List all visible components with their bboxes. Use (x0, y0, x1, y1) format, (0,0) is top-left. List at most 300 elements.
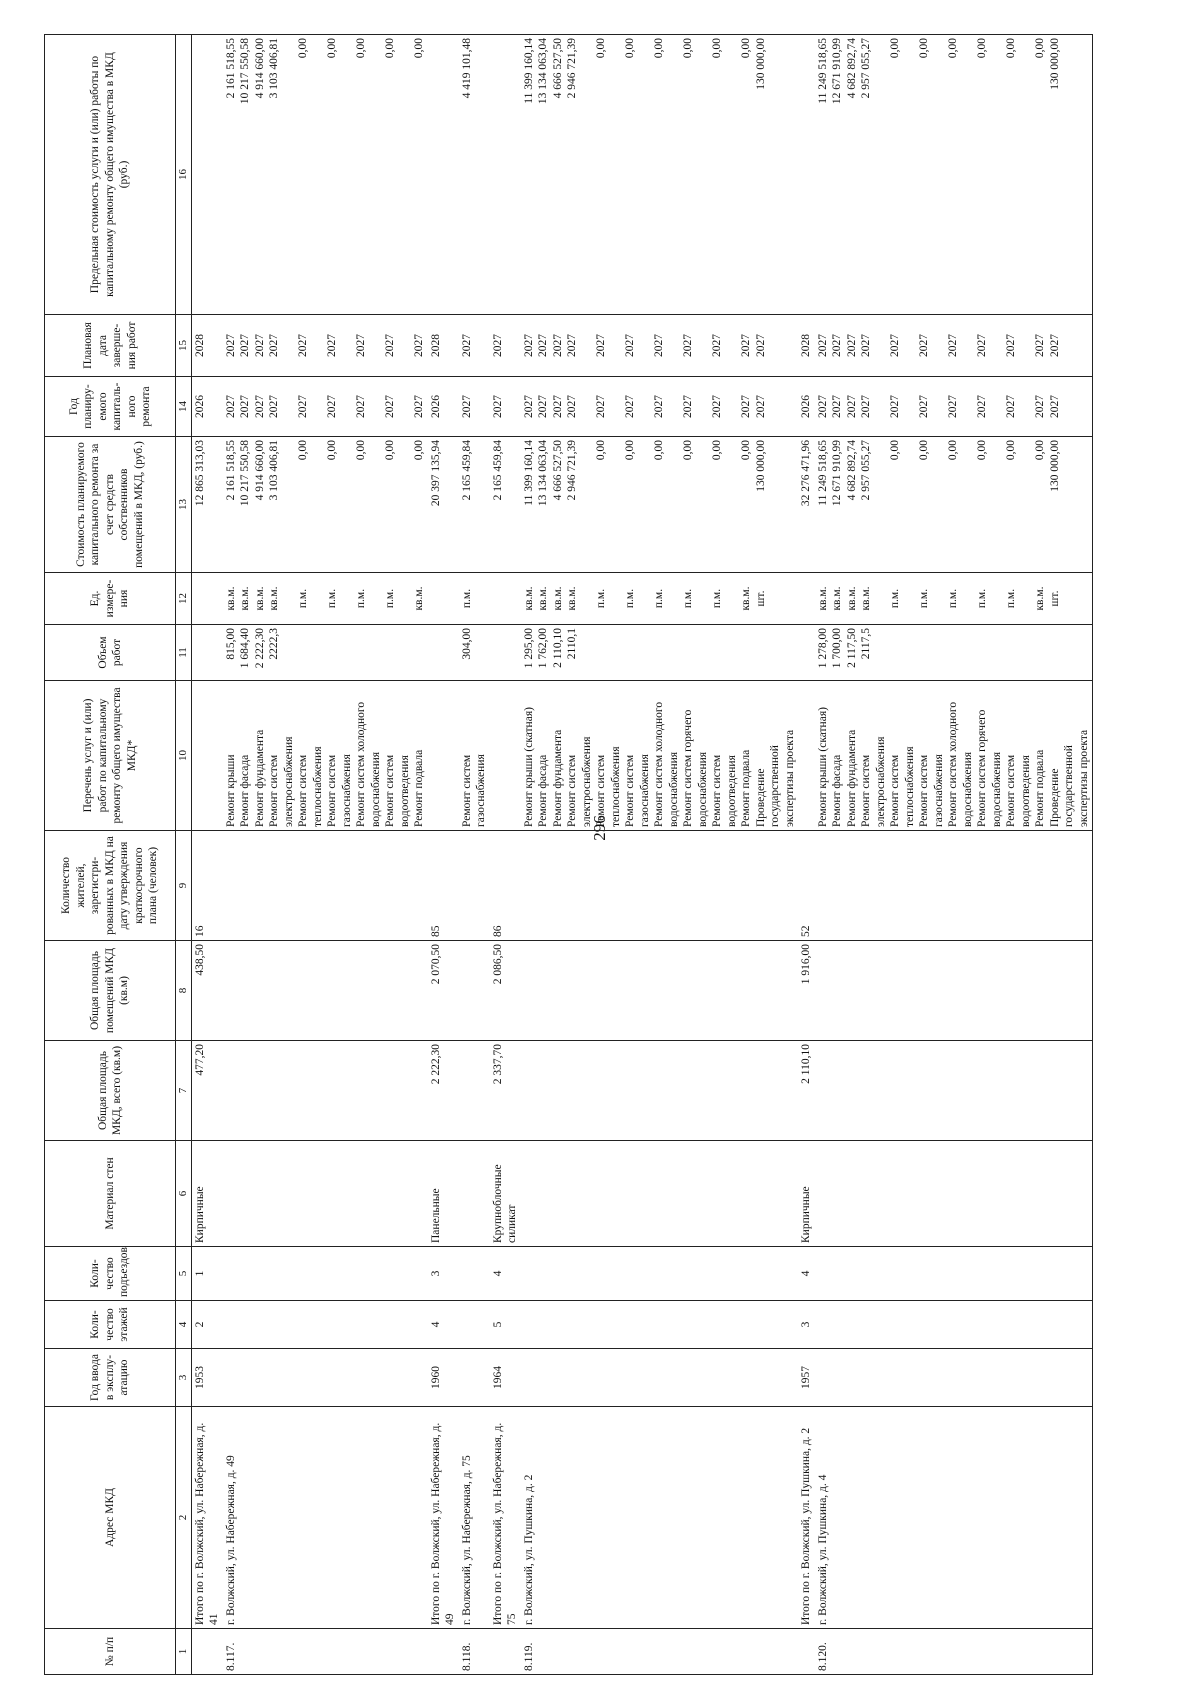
row-costs-line: 0,00 (355, 440, 367, 461)
row-costs-line: 0,00 (1034, 440, 1046, 461)
row-volumes-line (946, 628, 961, 677)
column-number: 13 (176, 437, 192, 573)
row-costs-line (311, 440, 326, 569)
row-limit-cost-line: 0,00 (355, 38, 367, 59)
row-units-line: п.м. (624, 588, 636, 609)
row-year-completion-line: 2027 (537, 334, 549, 357)
row-limit-cost-line (783, 38, 798, 311)
row-floors: 2 (191, 1301, 223, 1349)
column-number: 10 (176, 681, 192, 831)
row-works (490, 681, 521, 831)
row-volumes-line (594, 628, 609, 677)
row-address: Итого по г. Волжский, ул. Набережная, д. 41 (191, 1407, 223, 1629)
row-costs-line: 4 914 660,00 (253, 440, 266, 501)
row-limit-cost-line: 11 399 160,14 (522, 38, 535, 104)
row-costs-line (696, 440, 711, 569)
row-volumes-line (638, 628, 653, 677)
row-year-completion-line: 2027 (268, 334, 280, 357)
row-limit-cost-line (580, 38, 595, 311)
column-header: Общая площадь помещений МКД (кв.м) (45, 941, 176, 1041)
row-year-completion-line: 2027 (754, 334, 767, 357)
row-volumes (798, 625, 815, 681)
row-residents: 86 (490, 831, 521, 941)
row-costs-line: 0,00 (297, 440, 309, 461)
row-costs-line (768, 440, 783, 569)
row-year-planned-line: 2026 (429, 395, 442, 418)
row-works-line: экспертизы проекта (1077, 729, 1090, 827)
row-units (490, 573, 521, 625)
row-works-line: водоотведения (1019, 755, 1032, 827)
row-works-line: Ремонт систем (297, 754, 309, 827)
row-volumes-line (783, 628, 798, 677)
row-volumes-line (282, 628, 297, 677)
row-limit-cost (459, 35, 490, 315)
row-limit-cost-line (768, 38, 783, 311)
row-entrances (459, 1247, 490, 1301)
row-year-planned (798, 377, 815, 437)
row-limit-cost-line (282, 38, 297, 311)
row-year-planned-line: 2027 (976, 395, 988, 418)
row-costs-line: 12 671 910,99 (831, 440, 843, 507)
row-year-planned-line: 2027 (384, 395, 396, 418)
row-limit-cost-line (1062, 38, 1077, 311)
row-volumes-line (652, 628, 667, 677)
row-works-line: Ремонт систем (268, 754, 280, 827)
row-area-premises: 438,50 (191, 941, 223, 1041)
row-year-planned-line: 2027 (595, 395, 607, 418)
row-year-completion-line: 2027 (1005, 334, 1017, 357)
row-limit-cost-line: 130 000,00 (1048, 38, 1061, 90)
row-costs-line: 2 165 459,84 (460, 440, 473, 501)
row-volumes-line (1077, 628, 1092, 677)
row-year-planned (223, 377, 428, 437)
row-year-planned-line (398, 380, 413, 433)
row-year-planned-line: 2027 (754, 395, 767, 418)
row-limit-cost-line: 13 134 063,04 (537, 38, 549, 105)
row-address: г. Волжский, ул. Пушкина, д. 4 (815, 1407, 1093, 1629)
row-limit-cost-line (638, 38, 653, 311)
table-row (521, 35, 799, 1675)
row-costs-line (725, 440, 740, 569)
row-limit-cost-line: 4 914 660,00 (253, 38, 266, 99)
row-year-planned (459, 377, 490, 437)
row-limit-cost-line (961, 38, 976, 311)
row-works-line: Ремонт систем холодного (355, 701, 367, 827)
row-units (815, 573, 1093, 625)
row-works-line: Ремонт систем холодного (653, 701, 665, 827)
row-limit-cost-line: 2 957 055,27 (860, 38, 872, 99)
row-limit-cost-line (903, 38, 918, 311)
row-volumes-line: 2110,1 (566, 628, 578, 660)
row-works-line: Ремонт систем (595, 754, 607, 827)
row-works-line: газоснабжения (475, 754, 487, 827)
row-units-line (990, 576, 1005, 621)
row-works-line: Ремонт подвала (740, 749, 752, 827)
row-year-commissioned: 1953 (191, 1349, 223, 1407)
row-works-line: электроснабжения (874, 736, 887, 827)
row-units-line: кв.м. (566, 586, 578, 611)
row-volumes-line: 1 700,00 (831, 628, 843, 669)
row-volumes-line (311, 628, 326, 677)
row-limit-cost-line: 130 000,00 (754, 38, 767, 90)
column-number: 3 (176, 1349, 192, 1407)
row-year-completion-line (667, 318, 682, 373)
row-volumes-line: 2 222,30 (253, 628, 266, 669)
column-number: 16 (176, 35, 192, 315)
row-year-completion-line: 2027 (297, 334, 309, 357)
column-header: Коли-чество этажей (45, 1301, 176, 1349)
row-costs-line: 20 397 135,94 (429, 440, 442, 507)
row-costs-line: 0,00 (918, 440, 930, 461)
row-year-completion-line: 2027 (831, 334, 843, 357)
row-volumes-line (1004, 628, 1019, 677)
row-volumes-line (710, 628, 725, 677)
row-costs (490, 437, 521, 573)
row-year-completion-line (696, 318, 711, 373)
row-year-completion (521, 315, 799, 377)
row-works-line: Ремонт подвала (1034, 749, 1046, 827)
row-works-line: Ремонт систем (918, 754, 930, 827)
column-number: 15 (176, 315, 192, 377)
column-header: Год планиру-емого капиталь-ного ремонта (45, 377, 176, 437)
column-header: Адрес МКД (45, 1407, 176, 1629)
row-area-total: 2 222,30 (428, 1041, 459, 1141)
row-costs-line: 0,00 (653, 440, 665, 461)
row-limit-cost (223, 35, 428, 315)
table-row (223, 35, 428, 1675)
row-works-line: водоснабжения (990, 751, 1003, 827)
row-units-line: кв.м. (1034, 586, 1046, 611)
row-volumes-line (354, 628, 369, 677)
row-units-line (874, 576, 889, 621)
row-limit-cost-line (340, 38, 355, 311)
row-costs-line: 0,00 (947, 440, 959, 461)
row-residents: 85 (428, 831, 459, 941)
row-volumes-line (667, 628, 682, 677)
row-costs-line (667, 440, 682, 569)
row-works-line: Ремонт систем (624, 754, 636, 827)
row-volumes-line (398, 628, 413, 677)
row-volumes (223, 625, 428, 681)
row-works-line: Ремонт фасада (537, 754, 549, 827)
row-entrances (521, 1247, 799, 1301)
row-area-premises (459, 941, 490, 1041)
row-units-line: п.м. (889, 588, 901, 609)
row-units-line: п.м. (918, 588, 930, 609)
row-units-line (1077, 576, 1092, 621)
column-number: 14 (176, 377, 192, 437)
column-number: 8 (176, 941, 192, 1041)
table-row (459, 35, 490, 1675)
row-volumes-line (1033, 628, 1048, 677)
row-year-planned-line: 2027 (297, 395, 309, 418)
row-address: Итого по г. Волжский, ул. Набережная, д. 75 (490, 1407, 521, 1629)
row-costs-line (1077, 440, 1092, 569)
row-year-completion-line (340, 318, 355, 373)
row-limit-cost-line: 0,00 (384, 38, 396, 59)
row-volumes (521, 625, 799, 681)
row-area-premises: 1 916,00 (798, 941, 815, 1041)
row-limit-cost-line: 0,00 (889, 38, 901, 59)
row-year-completion-line: 2027 (976, 334, 988, 357)
row-costs-line (609, 440, 624, 569)
row-year-completion-line (725, 318, 740, 373)
row-units-line (282, 576, 297, 621)
row-year-planned-line: 2027 (566, 395, 578, 418)
row-costs (521, 437, 799, 573)
row-units-line (580, 576, 595, 621)
row-costs (798, 437, 815, 573)
column-header: № п/п (45, 1629, 176, 1675)
row-year-completion-line: 2028 (193, 334, 206, 357)
row-costs-line (369, 440, 384, 569)
row-units-line: п.м. (976, 588, 988, 609)
capital-repair-table (44, 34, 1093, 1675)
row-area-premises: 2 070,50 (428, 941, 459, 1041)
row-limit-cost-line: 0,00 (1005, 38, 1017, 59)
capital-repair-table-sheet (44, 35, 1154, 1675)
row-limit-cost-line: 0,00 (711, 38, 723, 59)
row-works-line: Проведение (1048, 768, 1061, 827)
row-limit-cost-line (932, 38, 947, 311)
row-limit-cost-line: 0,00 (976, 38, 988, 59)
row-costs-line (961, 440, 976, 569)
row-year-planned-line: 2027 (522, 395, 535, 418)
row-costs-line: 0,00 (326, 440, 338, 461)
row-volumes-line (412, 628, 427, 677)
row-year-planned-line: 2027 (918, 395, 930, 418)
row-year-planned-line: 2027 (889, 395, 901, 418)
row-units-line (1062, 576, 1077, 621)
table-body (191, 35, 1093, 1675)
row-year-planned-line: 2027 (831, 395, 843, 418)
row-year-planned-line: 2027 (845, 395, 858, 418)
row-units (428, 573, 459, 625)
row-year-completion-line: 2028 (800, 334, 812, 357)
row-year-completion-line (783, 318, 798, 373)
column-number: 2 (176, 1407, 192, 1629)
row-units-line: п.м. (1005, 588, 1017, 609)
row-year-planned-line (474, 380, 489, 433)
row-year-planned-line: 2027 (1048, 395, 1061, 418)
row-year-commissioned (815, 1349, 1093, 1407)
row-works-line: Ремонт систем (860, 754, 872, 827)
row-works-line: Ремонт крыши (224, 754, 237, 827)
row-year-completion-line: 2027 (711, 334, 723, 357)
row-units-line: п.м. (595, 588, 607, 609)
row-year-completion-line: 2027 (740, 334, 752, 357)
row-floors (223, 1301, 428, 1349)
row-costs-line: 0,00 (682, 440, 694, 461)
row-number (191, 1629, 223, 1675)
row-year-planned-line: 2027 (224, 395, 237, 418)
row-costs-line: 11 399 160,14 (522, 440, 535, 506)
row-works-line: Ремонт систем горячего (976, 709, 988, 827)
table-row (815, 35, 1093, 1675)
row-year-commissioned: 1957 (798, 1349, 815, 1407)
row-year-completion-line: 2027 (845, 334, 858, 357)
row-units-line: кв.м. (522, 586, 535, 611)
row-works-line: Ремонт систем холодного (947, 701, 959, 827)
row-wall-material (815, 1141, 1093, 1247)
row-year-planned-line (369, 380, 384, 433)
row-limit-cost-line: 4 419 101,48 (460, 38, 473, 99)
row-units-line: шт. (754, 590, 767, 607)
row-volumes-line (623, 628, 638, 677)
row-volumes-line (383, 628, 398, 677)
column-header: Материал стен (45, 1141, 176, 1247)
row-entrances (815, 1247, 1093, 1301)
row-costs-line: 0,00 (711, 440, 723, 461)
row-area-total (459, 1041, 490, 1141)
row-volumes-line (325, 628, 340, 677)
row-year-completion-line: 2027 (224, 334, 237, 357)
row-units-line (609, 576, 624, 621)
row-year-planned-line (696, 380, 711, 433)
row-year-completion-line: 2027 (918, 334, 930, 357)
column-header: Общая площадь МКД, всего (кв.м) (45, 1041, 176, 1141)
row-area-total (223, 1041, 428, 1141)
row-works-line: водоснабжения (667, 751, 680, 827)
column-header: Стоимость планируемого капитального ремонта за счет средств собственников помещений в МКД, (руб.) (45, 437, 176, 573)
row-wall-material: Кирпичные (798, 1141, 815, 1247)
row-year-planned-line (783, 380, 798, 433)
row-address: г. Волжский, ул. Набережная, д. 49 (223, 1407, 428, 1629)
row-units-line (311, 576, 326, 621)
row-volumes-line (296, 628, 311, 677)
row-units-line: кв.м. (551, 586, 564, 611)
row-volumes-line (961, 628, 976, 677)
row-year-completion-line: 2027 (384, 334, 396, 357)
row-works (428, 681, 459, 831)
row-year-completion-line: 2027 (551, 334, 564, 357)
row-limit-cost-line (990, 38, 1005, 311)
row-units-line (340, 576, 355, 621)
row-area-total: 2 337,70 (490, 1041, 521, 1141)
row-entrances: 3 (428, 1247, 459, 1301)
row-volumes-line (975, 628, 990, 677)
row-residents (223, 831, 428, 941)
row-year-completion-line (990, 318, 1005, 373)
row-entrances: 4 (798, 1247, 815, 1301)
row-costs-line: 2 161 518,55 (224, 440, 237, 501)
row-address: г. Волжский, ул. Пушкина, д. 2 (521, 1407, 799, 1629)
row-works (798, 681, 815, 831)
row-units-line: кв.м. (860, 586, 872, 611)
row-year-planned-line (990, 380, 1005, 433)
row-residents (459, 831, 490, 941)
row-limit-cost (428, 35, 459, 315)
row-floors: 4 (428, 1301, 459, 1349)
column-number: 12 (176, 573, 192, 625)
row-year-completion-line (474, 318, 489, 373)
row-volumes-line: 2 117,50 (845, 628, 858, 668)
row-costs (459, 437, 490, 573)
row-costs-line (874, 440, 889, 569)
table-row-total (798, 35, 815, 1675)
row-volumes (428, 625, 459, 681)
row-costs-line: 4 682 892,74 (845, 440, 858, 501)
row-costs-line (398, 440, 413, 569)
row-limit-cost-line: 0,00 (682, 38, 694, 59)
row-works-line: Ремонт крыши (скатная) (522, 707, 535, 827)
row-costs-line (638, 440, 653, 569)
column-number: 5 (176, 1247, 192, 1301)
row-number (428, 1629, 459, 1675)
row-volumes-line (609, 628, 624, 677)
row-year-planned-line: 2027 (491, 395, 504, 418)
row-units-line: п.м. (384, 588, 396, 609)
row-year-planned-line (1077, 380, 1092, 433)
row-year-planned-line (282, 380, 297, 433)
row-units-line: п.м. (297, 588, 309, 609)
column-number: 7 (176, 1041, 192, 1141)
row-limit-cost-line: 0,00 (297, 38, 309, 59)
row-year-planned-line (874, 380, 889, 433)
row-limit-cost-line (369, 38, 384, 311)
row-works-line: газоснабжения (340, 754, 353, 827)
column-header: Объем работ (45, 625, 176, 681)
row-costs-line: 2 946 721,39 (566, 440, 578, 501)
column-number: 6 (176, 1141, 192, 1247)
row-costs-line: 12 865 313,03 (193, 440, 206, 507)
row-units-line: п.м. (326, 588, 338, 609)
row-year-completion-line: 2027 (566, 334, 578, 357)
row-residents: 52 (798, 831, 815, 941)
row-year-completion-line: 2027 (460, 334, 473, 357)
row-area-total (521, 1041, 799, 1141)
row-works-line: теплоснабжения (311, 746, 324, 827)
row-floors: 5 (490, 1301, 521, 1349)
row-limit-cost-line: 4 666 527,50 (551, 38, 564, 99)
column-number: 4 (176, 1301, 192, 1349)
row-year-completion-line: 2027 (595, 334, 607, 357)
row-units (191, 573, 223, 625)
row-volumes-line (1048, 628, 1063, 677)
row-works-line: Ремонт систем (1005, 754, 1017, 827)
row-year-completion-line: 2027 (682, 334, 694, 357)
row-units-line (932, 576, 947, 621)
row-year-completion-line: 2027 (522, 334, 535, 357)
row-works (521, 681, 799, 831)
row-number: 8.117. (223, 1629, 428, 1675)
row-year-completion-line (580, 318, 595, 373)
row-costs-line: 0,00 (413, 440, 425, 461)
row-units-line: п.м. (947, 588, 959, 609)
row-volumes-line: 2117,5 (860, 628, 872, 660)
column-header: Коли-чество подъездов (45, 1247, 176, 1301)
row-year-planned-line: 2027 (326, 395, 338, 418)
row-year-planned-line (580, 380, 595, 433)
row-year-planned-line: 2027 (682, 395, 694, 418)
row-wall-material: Крупноблочные силикат (490, 1141, 521, 1247)
row-year-completion-line (1019, 318, 1034, 373)
row-year-commissioned (223, 1349, 428, 1407)
row-volumes-line (681, 628, 696, 677)
row-year-planned (428, 377, 459, 437)
row-year-planned-line (1019, 380, 1034, 433)
row-works-line: электроснабжения (282, 736, 295, 827)
row-number (490, 1629, 521, 1675)
row-units-line: п.м. (711, 588, 723, 609)
row-limit-cost-line (398, 38, 413, 311)
row-limit-cost-line: 12 671 910,99 (831, 38, 843, 105)
row-works-line: Ремонт фасада (831, 754, 843, 827)
row-limit-cost (191, 35, 223, 315)
row-year-completion-line (874, 318, 889, 373)
row-number: 8.120. (815, 1629, 1093, 1675)
row-year-completion-line: 2028 (429, 334, 442, 357)
